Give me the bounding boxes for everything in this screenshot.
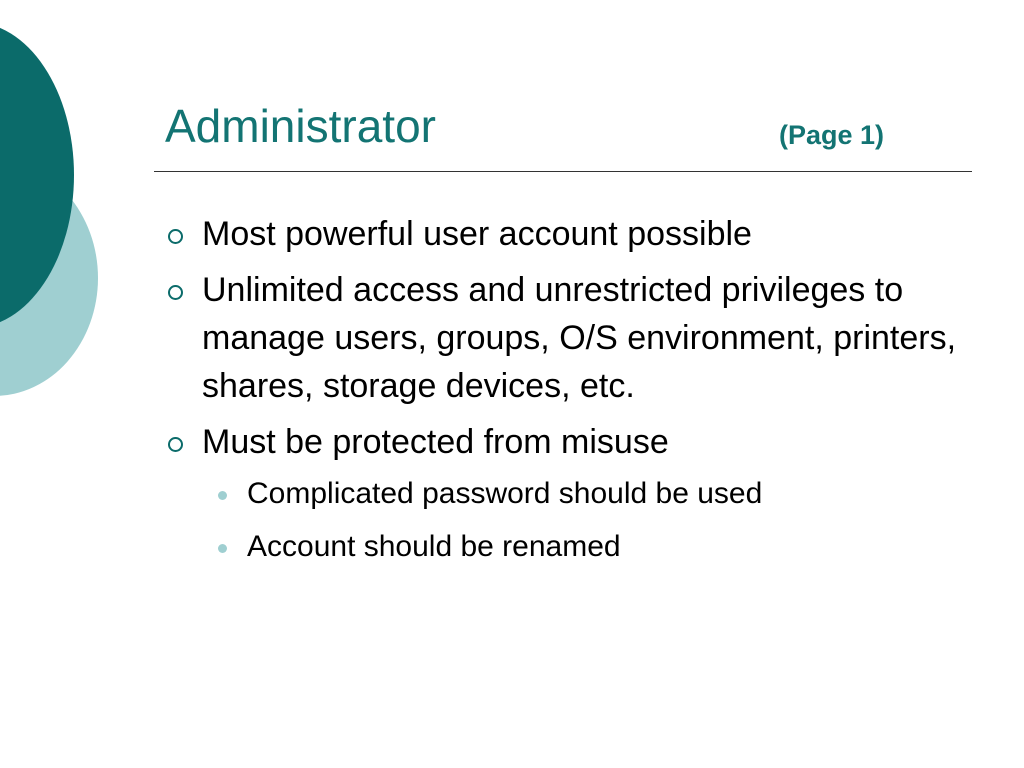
sub-bullet-text: Complicated password should be used	[247, 477, 763, 510]
title-divider	[154, 171, 972, 172]
sub-bullet-text: Account should be renamed	[247, 530, 621, 563]
bullet-list	[160, 210, 960, 580]
hollow-circle-bullet-icon	[168, 229, 183, 244]
bullet-text: Most powerful user account possible	[202, 215, 752, 253]
sub-list-item	[160, 527, 960, 567]
page-indicator: (Page 1)	[779, 120, 885, 150]
bullet-text: Unlimited access and unrestricted privileges to manage users, groups, O/S environment, printers, shares, storage devices, etc.	[202, 271, 957, 405]
bullet-text: Must be protected from misuse	[202, 423, 669, 461]
slide-title: Administrator	[165, 100, 436, 152]
hollow-circle-bullet-icon	[168, 285, 183, 300]
list-item	[160, 418, 960, 466]
hollow-circle-bullet-icon	[168, 437, 183, 452]
list-item	[160, 210, 960, 258]
list-item	[160, 266, 960, 410]
filled-dot-bullet-icon	[218, 491, 227, 500]
sub-list-item	[160, 474, 960, 514]
filled-dot-bullet-icon	[218, 544, 227, 553]
